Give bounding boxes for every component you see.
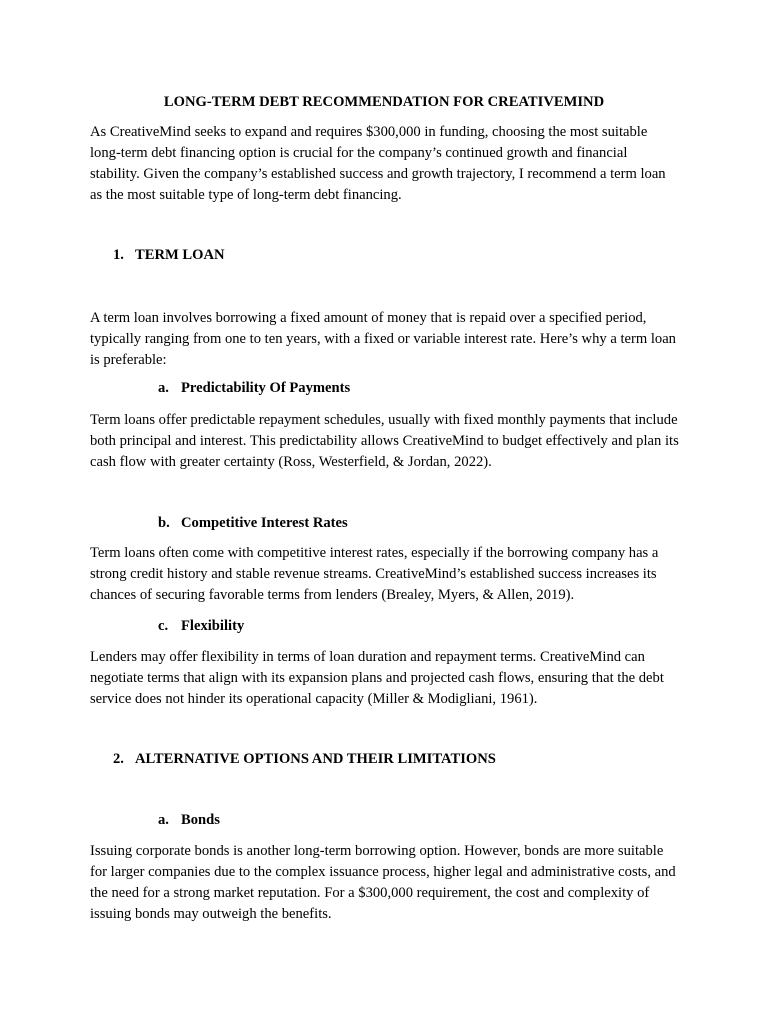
item-1a-paragraph: Term loans offer predictable repayment schedules, usually with fixed monthly payments that include both principal and interest. This predictability allows CreativeMind to budget effectively and plan its cash flow with greater certainty (Ross, Westerfield, & Jordan, 2022). <box>90 412 679 470</box>
section-2-title: ALTERNATIVE OPTIONS AND THEIR LIMITATIONS <box>135 751 496 767</box>
document-title: LONG-TERM DEBT RECOMMENDATION FOR CREATIVEMIND <box>163 94 605 110</box>
section-1-title: TERM LOAN <box>135 247 225 263</box>
item-1c-title: Flexibility <box>181 618 245 634</box>
item-1b-heading <box>158 513 748 534</box>
item-2a-title: Bonds <box>181 812 220 828</box>
item-1b-paragraph: Term loans often come with competitive interest rates, especially if the borrowing company has a strong credit history and stable revenue streams. CreativeMind’s established success increases its chances of securing favorable terms from lenders (Brealey, Myers, & Allen, 2019). <box>90 545 659 603</box>
section-1-heading <box>113 245 703 266</box>
item-1a-title: Predictability Of Payments <box>181 380 351 396</box>
item-1c-letter: c. <box>158 618 169 634</box>
intro-paragraph: As CreativeMind seeks to expand and requires $300,000 in funding, choosing the most suitable long-term debt financing option is crucial for the company’s continued growth and financial stability. Given the company’s established success and growth trajectory, I recommend a term loan as the most suitable type of long-term debt financing. <box>90 124 666 203</box>
item-1a-letter: a. <box>158 380 169 396</box>
item-1b-letter: b. <box>158 515 170 531</box>
item-2a-paragraph: Issuing corporate bonds is another long-term borrowing option. However, bonds are more suitable for larger companies due to the complex issuance process, higher legal and administrative costs, and the need for a strong market reputation. For a $300,000 requirement, the cost and complexity of issuing bonds may outweigh the benefits. <box>90 843 676 922</box>
section-1-number: 1. <box>113 247 124 263</box>
section-2-number: 2. <box>113 751 124 767</box>
item-1c-heading <box>158 616 748 637</box>
item-2a-letter: a. <box>158 812 169 828</box>
section-2-heading <box>113 749 703 770</box>
item-2a-heading <box>158 810 748 831</box>
item-1a-heading <box>158 378 748 399</box>
section-1-intro: A term loan involves borrowing a fixed amount of money that is repaid over a specified period, typically ranging from one to ten years, with a fixed or variable interest rate. Here’s why a term loan is preferable: <box>90 310 676 368</box>
item-1b-title: Competitive Interest Rates <box>181 515 348 531</box>
item-1c-paragraph: Lenders may offer flexibility in terms of loan duration and repayment terms. CreativeMind can negotiate terms that align with its expansion plans and projected cash flows, ensuring that the debt service does not hinder its operational capacity (Miller & Modigliani, 1961). <box>90 649 664 707</box>
